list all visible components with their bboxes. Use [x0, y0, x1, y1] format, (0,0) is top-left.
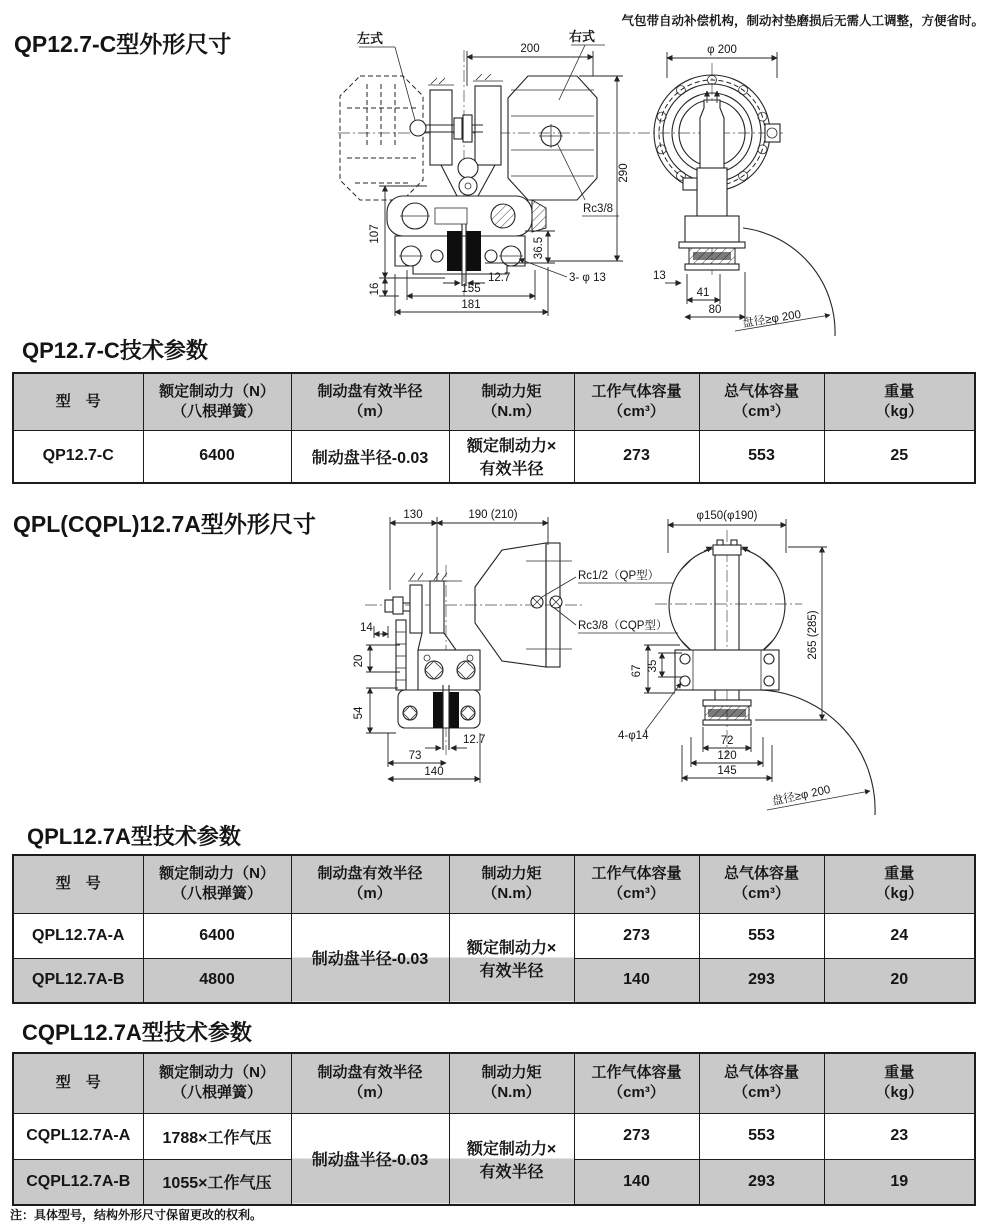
col-header-radius: 制动盘有效半径 （m）: [291, 1053, 449, 1113]
col-header-total-volume: 总气体容量 （cm³）: [699, 373, 824, 430]
col-header-total-volume: 总气体容量 （cm³）: [699, 855, 824, 913]
disc-diameter-note: 盘径≥φ 200: [771, 783, 832, 808]
cell-radius-merged: 制动盘半径-0.03: [291, 913, 449, 1003]
dim-label-120: 120: [717, 750, 737, 762]
cell-force: 6400: [143, 913, 291, 958]
cell-model: QPL12.7A-B: [13, 958, 143, 1003]
cell-torque-merged: 额定制动力× 有效半径: [449, 1113, 574, 1205]
dim-label-130: 130: [403, 509, 423, 521]
cell-total-volume: 553: [699, 430, 824, 483]
cell-total-volume: 293: [699, 958, 824, 1003]
dim-label-54: 54: [353, 706, 365, 720]
dim-label-12-7: 12.7: [463, 734, 486, 746]
cell-weight: 20: [824, 958, 975, 1003]
dim-label-13: 13: [653, 270, 666, 282]
section-title-qp127c-dimensions: QP12.7-C型外形尺寸: [14, 31, 232, 57]
cell-force: 4800: [143, 958, 291, 1003]
dim-label-20: 20: [353, 654, 365, 668]
cell-force: 1055×工作气压: [143, 1159, 291, 1205]
dim-label-155: 155: [461, 283, 481, 295]
drawing1-right-style-label: [559, 29, 605, 100]
table-row: [13, 430, 975, 483]
drawing1-flange-view: [653, 44, 835, 336]
cell-weight: 19: [824, 1159, 975, 1205]
col-header-work-volume: 工作气体容量 （cm³）: [574, 855, 699, 913]
cell-total-volume: 553: [699, 913, 824, 958]
table-header-row: [13, 1053, 975, 1113]
col-header-work-volume: 工作气体容量 （cm³）: [574, 373, 699, 430]
col-header-torque: 制动力矩 （N.m）: [449, 855, 574, 913]
dim-label-140: 140: [424, 766, 444, 778]
cell-total-volume: 553: [699, 1113, 824, 1159]
table-row-a: [13, 913, 975, 958]
dim-label-rc38: Rc3/8: [583, 203, 614, 215]
col-header-model: 型 号: [13, 373, 143, 430]
cell-force: 6400: [143, 430, 291, 483]
dim-label-145: 145: [717, 765, 737, 777]
section-title-qp127c-params: QP12.7-C技术参数: [22, 338, 208, 363]
col-header-torque: 制动力矩 （N.m）: [449, 1053, 574, 1113]
col-header-torque: 制动力矩 （N.m）: [449, 373, 574, 430]
dim-label-72: 72: [720, 735, 734, 747]
table-header-row: [13, 373, 975, 430]
qp127c-dimension-drawing: [335, 28, 990, 343]
qp127c-params-table: [12, 372, 976, 484]
cell-work-volume: 273: [574, 430, 699, 483]
section-title-cqpl127a-params: CQPL12.7A型技术参数: [22, 1020, 252, 1045]
dim-label-265-285: 265 (285): [807, 610, 819, 660]
dim-label-200: 200: [520, 43, 540, 55]
dim-label-73: 73: [408, 750, 422, 762]
dim-label-4-phi14: 4-φ14: [618, 730, 649, 742]
dim-label-190-210: 190 (210): [468, 509, 518, 521]
cell-model: CQPL12.7A-B: [13, 1159, 143, 1205]
table-row-a: [13, 1113, 975, 1159]
cell-work-volume: 140: [574, 1159, 699, 1205]
col-header-force: 额定制动力（N） （八根弹簧）: [143, 373, 291, 430]
dim-label-80: 80: [708, 304, 722, 316]
drawing2-caliper-body: [385, 573, 480, 750]
cell-torque: 额定制动力× 有效半径: [449, 430, 574, 483]
dim-label-107: 107: [369, 224, 381, 244]
dim-label-3-phi13: 3- φ 13: [569, 272, 606, 284]
section-title-qpl127a-dimensions: QPL(CQPL)12.7A型外形尺寸: [13, 511, 316, 537]
dim-label-67: 67: [631, 664, 643, 678]
drawing1-right-air-chamber: [508, 76, 597, 200]
dim-label-36-5: 36.5: [533, 236, 545, 260]
col-header-model: 型 号: [13, 855, 143, 913]
qpl127a-dimension-drawing: [330, 505, 990, 825]
cqpl127a-params-table: [12, 1052, 976, 1206]
cell-model: QPL12.7A-A: [13, 913, 143, 958]
left-style-label: 左式: [357, 31, 384, 46]
section-title-qpl127a-params: QPL12.7A型技术参数: [27, 824, 241, 849]
col-header-model: 型 号: [13, 1053, 143, 1113]
cell-work-volume: 273: [574, 1113, 699, 1159]
dim-label-phi200: φ 200: [707, 44, 737, 56]
col-header-total-volume: 总气体容量 （cm³）: [699, 1053, 824, 1113]
cell-weight: 24: [824, 913, 975, 958]
dim-label-41: 41: [696, 287, 710, 299]
qpl127a-params-table: [12, 854, 976, 1004]
drawing1-left-air-chamber: [340, 76, 423, 200]
dim-label-14: 14: [360, 622, 373, 634]
dim-label-12-7: 12.7: [488, 272, 511, 284]
col-header-force: 额定制动力（N） （八根弹簧）: [143, 1053, 291, 1113]
col-header-weight: 重量 （kg）: [824, 855, 975, 913]
col-header-work-volume: 工作气体容量 （cm³）: [574, 1053, 699, 1113]
cell-model: CQPL12.7A-A: [13, 1113, 143, 1159]
col-header-radius: 制动盘有效半径 （m）: [291, 373, 449, 430]
col-header-radius: 制动盘有效半径 （m）: [291, 855, 449, 913]
cell-weight: 25: [824, 430, 975, 483]
col-header-weight: 重量 （kg）: [824, 1053, 975, 1113]
right-style-label: 右式: [569, 29, 596, 44]
col-header-weight: 重量 （kg）: [824, 373, 975, 430]
table-header-row: [13, 855, 975, 913]
cell-weight: 23: [824, 1113, 975, 1159]
cell-work-volume: 273: [574, 913, 699, 958]
cell-total-volume: 293: [699, 1159, 824, 1205]
dim-label-290: 290: [618, 163, 630, 183]
cell-radius-merged: 制动盘半径-0.03: [291, 1113, 449, 1205]
drawing2-flange-view: [618, 510, 875, 815]
disc-diameter-note: 盘径≥φ 200: [741, 308, 802, 330]
drawing1-dimensions: [369, 43, 630, 316]
col-header-force: 额定制动力（N） （八根弹簧）: [143, 855, 291, 913]
dim-label-rc12-qp: Rc1/2（QP型）: [578, 570, 660, 582]
top-note: 气包带自动补偿机构，制动衬垫磨损后无需人工调整，方便省时。: [621, 14, 984, 28]
dim-label-rc38-cqp: Rc3/8（CQP型）: [578, 620, 668, 632]
dim-label-35: 35: [647, 659, 659, 673]
dim-label-16: 16: [369, 282, 381, 296]
cell-work-volume: 140: [574, 958, 699, 1003]
dim-label-181: 181: [461, 299, 481, 311]
cell-radius: 制动盘半径-0.03: [291, 430, 449, 483]
cell-model: QP12.7-C: [13, 430, 143, 483]
cell-force: 1788×工作气压: [143, 1113, 291, 1159]
footnote: 注：具体型号，结构外形尺寸保留更改的权利。: [10, 1208, 263, 1222]
dim-label-phi150-190: φ150(φ190): [696, 510, 758, 522]
cell-torque-merged: 额定制动力× 有效半径: [449, 913, 574, 1003]
